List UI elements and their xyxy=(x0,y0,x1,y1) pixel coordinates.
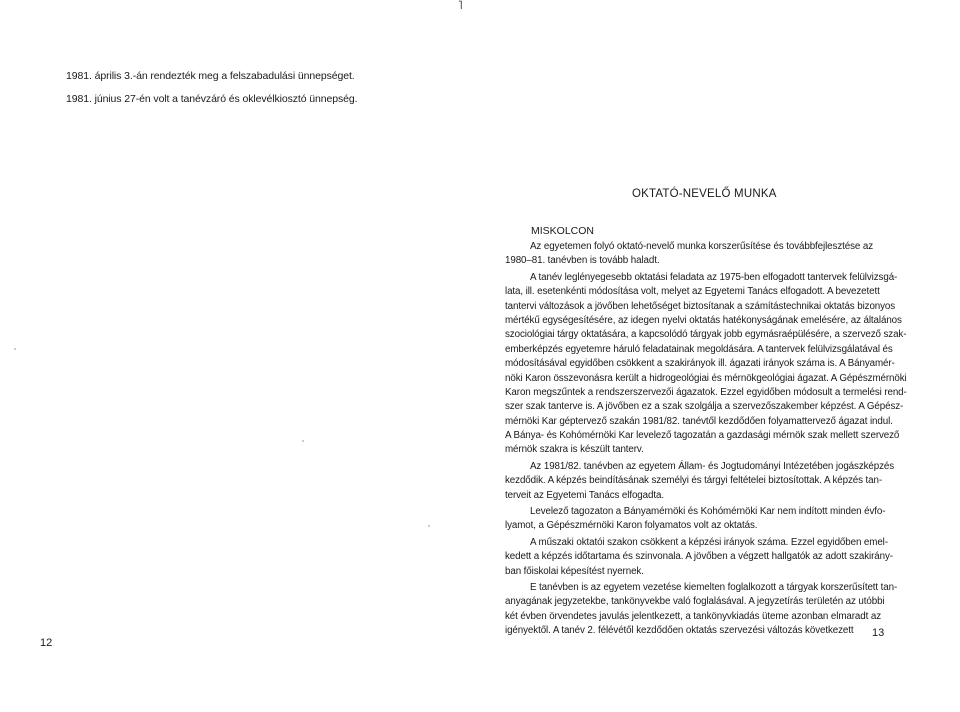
scan-mark: ˥ xyxy=(458,0,463,12)
body-line: A tanév leglényegesebb oktatási feladata az 1975-ben elfogadott tantervek felülvizsgá- xyxy=(530,271,898,283)
body-line: lata, ill. esetenkénti módosítása volt, melyet az Egyetemi Tanács elfogadott. A bevezetett xyxy=(505,286,880,298)
body-line: emberképzés egyetemre háruló feladatainak megoldására. A tantervek felülvizsgálatával és xyxy=(505,343,893,355)
body-text xyxy=(505,240,905,639)
body-line: kezdődik. A képzés beindításának személyi és tárgyi feltételei biztosítottak. A képzés tan- xyxy=(505,475,883,487)
section-title: OKTATÓ-NEVELŐ MUNKA xyxy=(632,188,777,200)
body-line: Karon megszűntek a rendszerszervezői ágazatok. Ezzel egyidőben módosult a termelési rend- xyxy=(505,386,907,398)
body-line: két évben örvendetes javulás jelentkezett, a tankönyvkiadás üteme azonban elmaradt az xyxy=(505,610,881,622)
body-line: Az 1981/82. tanévben az egyetem Állam- és Jogtudományi Intézetében jogászképzés xyxy=(530,460,895,472)
body-line: A műszaki oktatói szakon csökkent a képzési irányok száma. Ezzel egyidőben emel- xyxy=(530,536,888,548)
body-line: anyagának jegyzetekbe, tankönyvekbe való foglalásával. A jegyzetírás területén az utóbbi xyxy=(505,596,885,608)
body-line: igényektől. A tanév 2. félévétől kezdődően oktatás szervezési változás következett xyxy=(505,625,854,637)
body-line: ban főiskolai képesítést nyernek. xyxy=(505,565,644,577)
body-line: Levelező tagozaton a Bányamérnöki és Kohómérnöki Kar nem indított minden évfo- xyxy=(530,506,886,518)
body-line: szociológiai tárgy oktatására, a kapcsolódó tárgyak jobb egymásraépülésére, a szervező szak- xyxy=(505,329,907,341)
intro-line: 1981. június 27-én volt a tanévzáró és oklevélkiosztó ünnepség. xyxy=(66,93,358,105)
page-number-left: 12 xyxy=(40,637,53,649)
body-line: szer szak tanterve is. A jövőben ez a szak szolgálja a szervezőszakember képzést. A Gépész- xyxy=(505,401,904,413)
city-heading: MISKOLCON xyxy=(531,225,595,237)
body-line: A Bánya- és Kohómérnöki Kar levelező tagozatán a gazdasági mérnök szak mellett szervező xyxy=(505,430,900,442)
body-line: mérnök szakra is készült tanterv. xyxy=(505,444,644,456)
body-line: mértékű egységesítésére, az idegen nyelvi oktatás hatékonyságának emelésére, az általános xyxy=(505,314,902,326)
body-line: lyamot, a Gépészmérnöki Karon folyamatos volt az oktatás. xyxy=(505,520,758,532)
body-line: tantervi változások a jövőben lehetőséget biztosítanak a számítástechnikai oktatás bizonyos xyxy=(505,300,896,312)
body-line: kedett a képzés időtartama és szinvonala. A jövőben a végzett hallgatók az adott szakirány- xyxy=(505,551,893,563)
page-number-right: 13 xyxy=(872,627,885,639)
body-line: Az egyetemen folyó oktató-nevelő munka korszerűsítése és továbbfejlesztése az xyxy=(530,241,873,252)
scan-speck xyxy=(428,525,430,527)
body-line: nöki Karon összevonásra került a hidrogeológiai és mérnökgeológiai ágazat. A Gépészmérnöki xyxy=(505,372,907,384)
intro-line: 1981. április 3.-án rendezték meg a felszabadulási ünnepséget. xyxy=(66,70,355,82)
body-line: terveit az Egyetemi Tanács elfogadta. xyxy=(505,489,664,501)
body-line: mérnöki Kar géptervező szakán 1981/82. tanévtől kezdődően folyamattervező ágazat indul. xyxy=(505,415,893,427)
scan-speck xyxy=(14,348,16,350)
body-line: módosításával egyidőben csökkent a szakirányok ill. ágazati irányok száma is. A Bányamér- xyxy=(505,358,895,370)
scan-speck xyxy=(302,440,304,442)
body-line: E tanévben is az egyetem vezetése kiemelten foglalkozott a tárgyak korszerűsített tan- xyxy=(530,581,898,593)
body-line: 1980–81. tanévben is tovább haladt. xyxy=(505,255,660,267)
